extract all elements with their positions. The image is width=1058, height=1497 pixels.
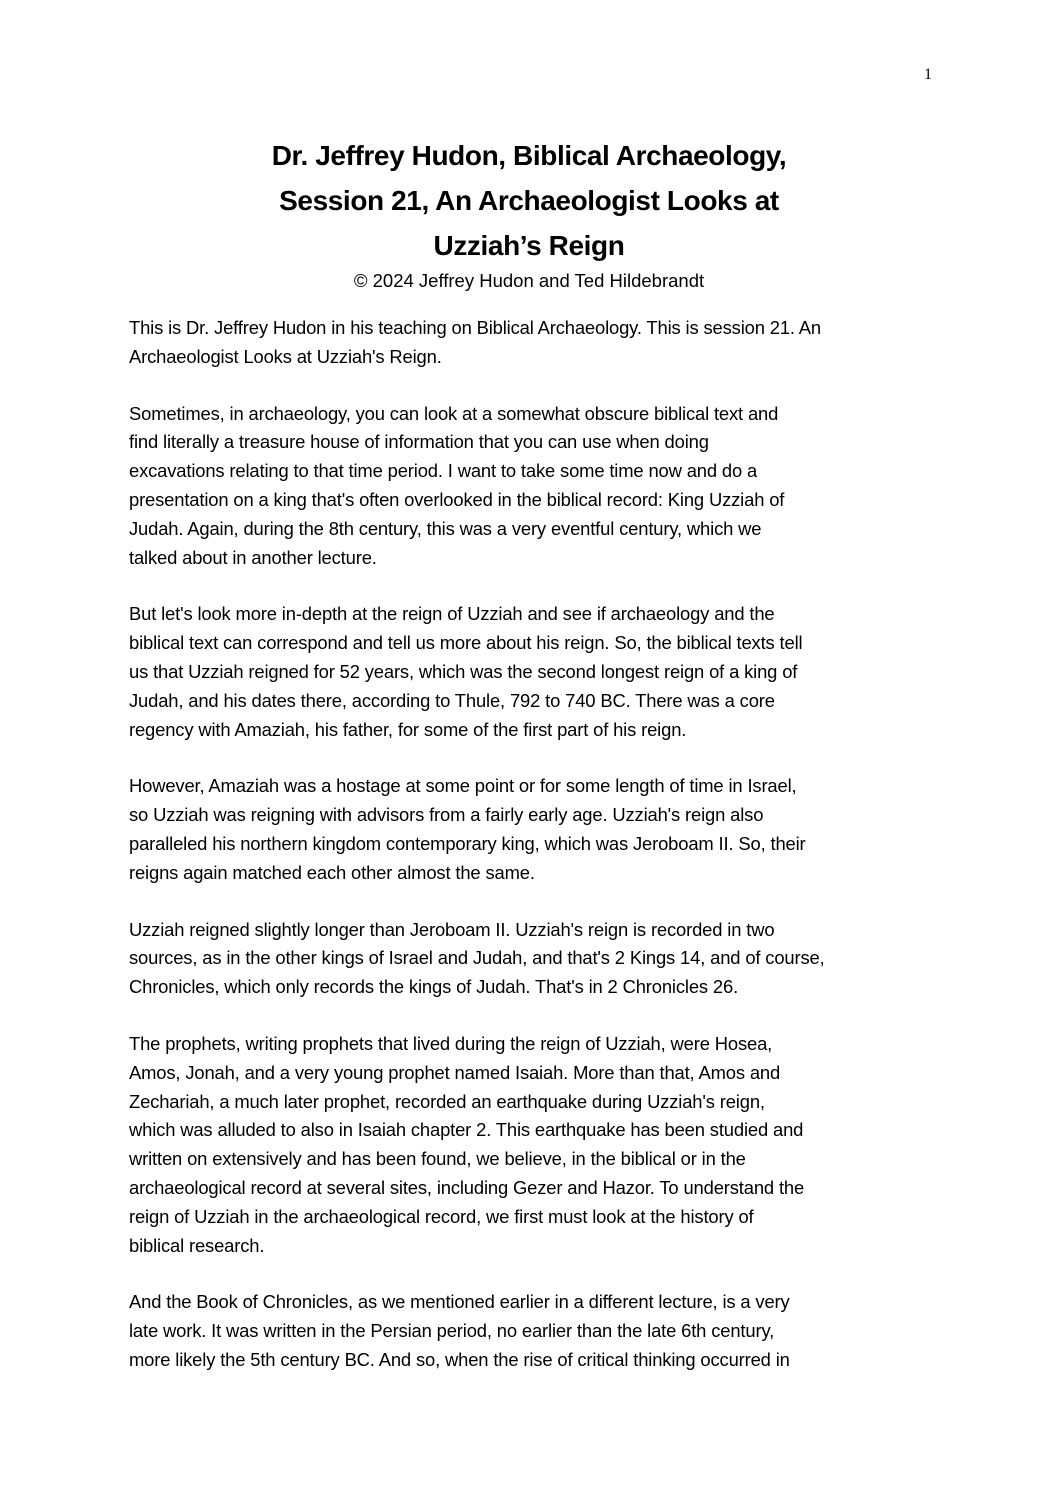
text-line: us that Uzziah reigned for 52 years, which was the second longest reign of a king of	[129, 660, 798, 682]
text-line: The prophets, writing prophets that lived during the reign of Uzziah, were Hosea,	[129, 1032, 773, 1054]
text-line: late work. It was written in the Persian period, no earlier than the late 6th century,	[129, 1320, 775, 1342]
page-number: 1	[924, 66, 932, 83]
paragraph-sources	[129, 916, 939, 1002]
text-line: Sometimes, in archaeology, you can look at a somewhat obscure biblical text and	[129, 402, 779, 424]
text-line: And the Book of Chronicles, as we mentioned earlier in a different lecture, is a very	[129, 1291, 790, 1313]
text-line: But let's look more in-depth at the reign of Uzziah and see if archaeology and the	[129, 603, 775, 625]
paragraph-reign-length	[129, 600, 939, 744]
document-body	[129, 314, 939, 1403]
paragraph-chronicles	[129, 1288, 939, 1374]
paragraph-prophets	[129, 1030, 939, 1260]
title-line: Dr. Jeffrey Hudon, Biblical Archaeology,	[271, 140, 787, 171]
text-line: excavations relating to that time period. I want to take some time now and do a	[129, 460, 758, 482]
text-line: reign of Uzziah in the archaeological record, we first must look at the history of	[129, 1205, 754, 1227]
text-line: However, Amaziah was a hostage at some point or for some length of time in Israel,	[129, 775, 797, 797]
text-line: biblical research.	[129, 1234, 265, 1256]
text-line: so Uzziah was reigning with advisors from a fairly early age. Uzziah's reign also	[129, 804, 764, 826]
text-line: which was alluded to also in Isaiah chapter 2. This earthquake has been studied and	[129, 1119, 804, 1141]
text-line: more likely the 5th century BC. And so, when the rise of critical thinking occurred in	[129, 1348, 790, 1370]
paragraph-amaziah	[129, 772, 939, 887]
title-line: Session 21, An Archaeologist Looks at	[279, 185, 779, 216]
text-line: paralleled his northern kingdom contemporary king, which was Jeroboam II. So, their	[129, 832, 806, 854]
text-line: archaeological record at several sites, including Gezer and Hazor. To understand the	[129, 1176, 805, 1198]
text-line: Chronicles, which only records the kings of Judah. That's in 2 Chronicles 26.	[129, 976, 739, 998]
text-line: This is Dr. Jeffrey Hudon in his teaching on Biblical Archaeology. This is session 21. An	[129, 317, 821, 338]
text-line: find literally a treasure house of information that you can use when doing	[129, 431, 709, 453]
text-line: Judah, and his dates there, according to Thule, 792 to 740 BC. There was a core	[129, 689, 775, 711]
text-line: regency with Amaziah, his father, for some of the first part of his reign.	[129, 718, 687, 740]
paragraph-intro	[129, 314, 939, 372]
text-line: Zechariah, a much later prophet, recorded an earthquake during Uzziah's reign,	[129, 1090, 765, 1112]
text-line: talked about in another lecture.	[129, 546, 377, 568]
text-line: written on extensively and has been found, we believe, in the biblical or in the	[129, 1148, 746, 1170]
text-line: presentation on a king that's often overlooked in the biblical record: King Uzziah of	[129, 488, 785, 510]
text-line: Archaeologist Looks at Uzziah's Reign.	[129, 345, 442, 367]
text-line: Uzziah reigned slightly longer than Jeroboam II. Uzziah's reign is recorded in two	[129, 918, 775, 940]
copyright-notice: © 2024 Jeffrey Hudon and Ted Hildebrandt	[353, 270, 705, 291]
text-line: Judah. Again, during the 8th century, this was a very eventful century, which we	[129, 517, 762, 539]
text-line: Amos, Jonah, and a very young prophet named Isaiah. More than that, Amos and	[129, 1061, 781, 1083]
text-line: sources, as in the other kings of Israel and Judah, and that's 2 Kings 14, and of course,	[129, 947, 825, 969]
document-header	[0, 133, 1058, 294]
title-line: Uzziah’s Reign	[433, 230, 625, 261]
paragraph-obscure-text	[129, 400, 939, 573]
text-line: reigns again matched each other almost the same.	[129, 861, 535, 883]
text-line: biblical text can correspond and tell us more about his reign. So, the biblical texts tell	[129, 632, 803, 654]
